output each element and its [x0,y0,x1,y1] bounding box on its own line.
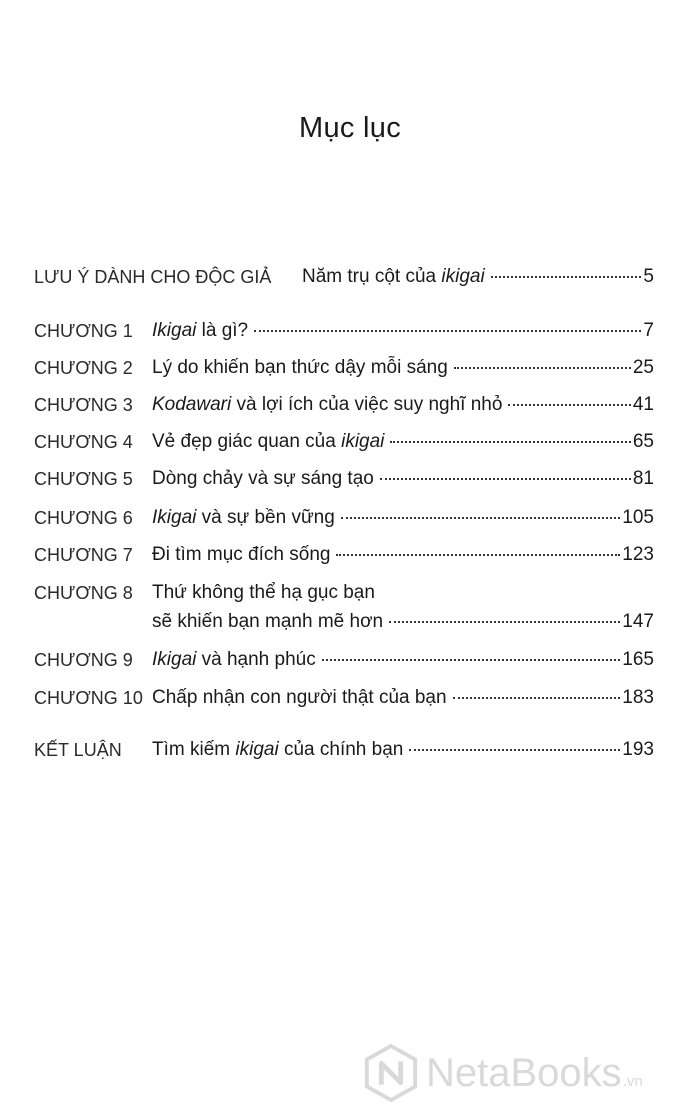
toc-title-text: và sự bền vững [196,507,335,528]
toc-row [34,607,654,637]
dot-leader [336,553,620,556]
toc-entry-title [152,507,335,529]
toc-chapter-label: CHƯƠNG 8 [34,583,133,603]
toc-row [34,390,654,420]
toc-row [34,427,654,457]
toc-chapter-label: CHƯƠNG 1 [34,321,133,341]
page-number: 165 [622,649,654,670]
toc-entry-title [152,611,383,633]
toc-entry [152,649,654,671]
toc-entry-title [152,468,374,490]
toc-entry [152,687,654,709]
toc-row [34,316,654,346]
page-number: 5 [643,266,654,287]
toc-title-text: Thứ không thể hạ gục bạn [152,582,375,603]
toc-title-text: Tìm kiếm [152,739,236,760]
dot-leader [389,620,620,623]
toc-title-italic: Kodawari [152,394,232,415]
toc-chapter-label: CHƯƠNG 5 [34,469,133,489]
toc-entry [152,394,654,416]
toc-entry [152,582,375,604]
toc-chapter-label: CHƯƠNG 10 [34,688,143,708]
toc-entry [152,507,654,529]
toc-entry-title [152,687,447,709]
page-number: 25 [632,357,654,378]
toc-entry-title [302,266,485,288]
toc-title-text: Chấp nhận con người thật của bạn [152,687,447,708]
toc-entry [152,320,654,342]
toc-entry-title [152,320,248,342]
toc-title-text: Năm trụ cột của [302,266,442,287]
toc-title-text: Dòng chảy và sự sáng tạo [152,468,374,489]
netabooks-logo-icon [362,1044,420,1102]
toc-chapter-label: CHƯƠNG 7 [34,545,133,565]
toc-row [34,540,654,570]
dot-leader [341,516,620,519]
toc-entry [152,431,654,453]
watermark-suffix: .vn [622,1073,643,1090]
toc-title-italic: ikigai [235,739,279,760]
toc-title-italic: Ikigai [152,649,197,670]
toc-row [34,464,654,494]
toc-entry [152,468,654,490]
toc-entry-title [152,582,375,603]
page-number: 65 [632,431,654,452]
toc-entry-title [152,431,384,453]
toc-title-italic: Ikigai [152,507,197,528]
page-title: Mục lục [298,112,401,144]
toc-entry-title [152,357,448,379]
dot-leader [491,275,642,278]
dot-leader [254,329,641,332]
toc-title-italic: Ikigai [152,320,197,341]
toc-row [34,645,654,675]
toc-title-text: và lợi ích của việc suy nghĩ nhỏ [231,394,503,415]
toc-row [34,735,654,765]
dot-leader [390,440,630,443]
toc-chapter-label: CHƯƠNG 2 [34,358,133,378]
toc-chapter-label: LƯU Ý DÀNH CHO ĐỘC GIẢ [34,267,272,287]
page-number: 123 [622,544,654,565]
toc-entry [302,266,654,288]
page-number: 81 [632,468,654,489]
toc-entry-title [152,649,316,671]
toc-title-text: Đi tìm mục đích sống [152,544,331,565]
dot-leader [454,366,631,369]
watermark [362,1040,692,1106]
toc-title-text: là gì? [196,320,249,341]
watermark-brand: NetaBooks [426,1050,622,1095]
toc-entry-title [152,394,502,416]
toc-entry [152,544,654,566]
toc-entry [152,357,654,379]
toc-title-text: sẽ khiến bạn mạnh mẽ hơn [152,611,384,632]
dot-leader [409,748,620,751]
toc-row [34,578,654,608]
toc-title-italic: ikigai [441,266,485,287]
toc-chapter-label: CHƯƠNG 4 [34,432,133,452]
page-number: 183 [622,687,654,708]
toc-title-text: Lý do khiến bạn thức dậy mỗi sáng [152,357,448,378]
dot-leader [322,658,621,661]
toc-title-text: Vẻ đẹp giác quan của [152,431,342,452]
toc-title-italic: ikigai [341,431,385,452]
page-number: 105 [622,507,654,528]
toc-chapter-label: KẾT LUẬN [34,740,122,760]
toc-chapter-label: CHƯƠNG 3 [34,395,133,415]
toc-chapter-label: CHƯƠNG 9 [34,650,133,670]
dot-leader [380,477,631,480]
toc-title-text: và hạnh phúc [196,649,316,670]
toc-title-text: của chính bạn [278,739,404,760]
toc-entry-title [152,739,403,761]
toc-row [34,683,654,713]
page-number: 193 [622,739,654,760]
page-number: 147 [622,611,654,632]
dot-leader [508,403,630,406]
page-number: 7 [643,320,654,341]
dot-leader [453,696,621,699]
toc-entry [152,611,654,633]
toc-chapter-label: CHƯƠNG 6 [34,508,133,528]
toc-row [34,503,654,533]
toc-entry [152,739,654,761]
toc-row [34,353,654,383]
page-number: 41 [632,394,654,415]
toc-row [34,262,654,292]
toc-entry-title [152,544,330,566]
